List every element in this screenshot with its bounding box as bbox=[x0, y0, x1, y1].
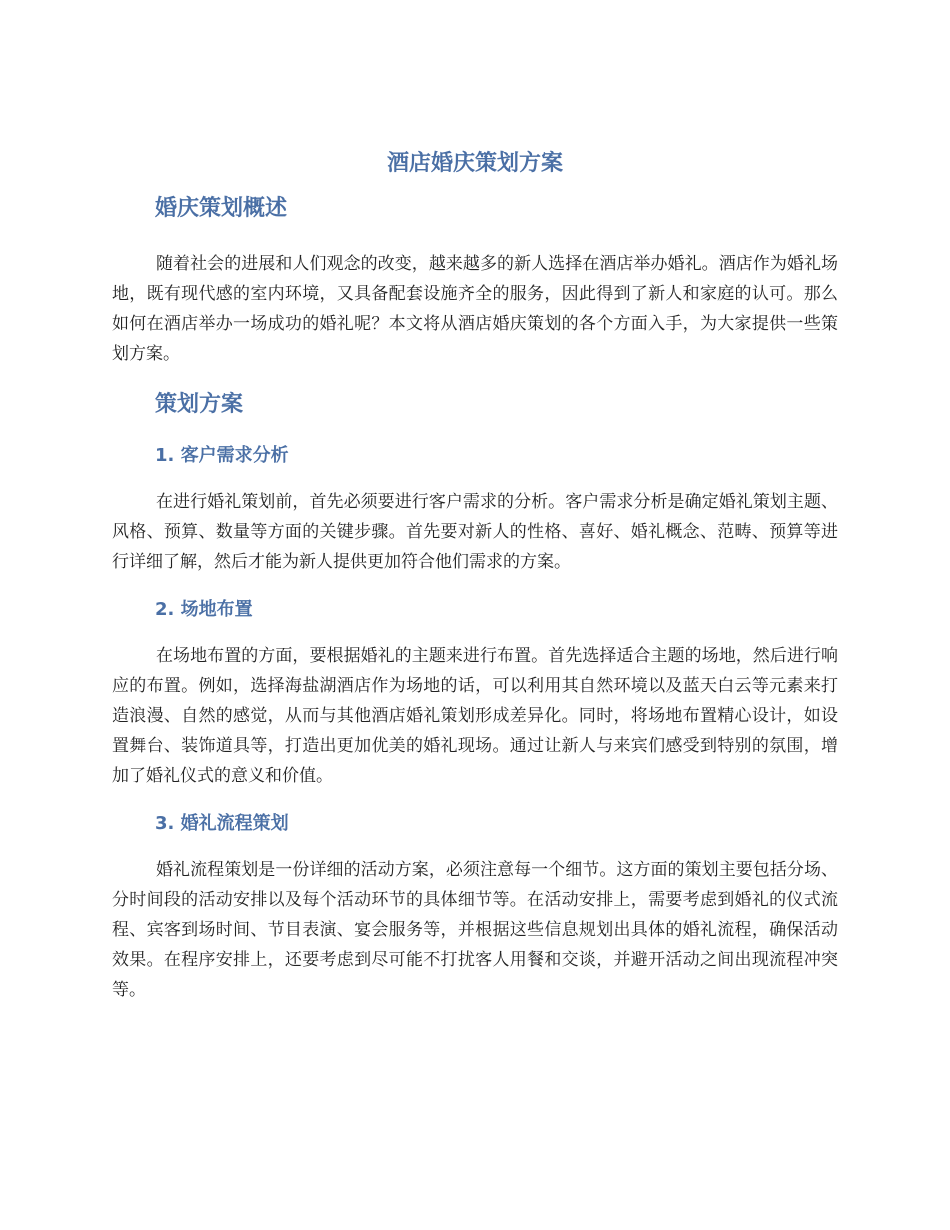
paragraph-venue-layout: 在场地布置的方面，要根据婚礼的主题来进行布置。首先选择适合主题的场地，然后进行响应的布置。例如，选择海盐湖酒店作为场地的话，可以利用其自然环境以及蓝天白云等元素来打造浪漫、自然的感觉，从而与其他酒店婚礼策划形成差异化。同时，将场地布置精心设计，如设置舞台、装饰道具等，打造出更加优美的婚礼现场。通过让新人与来宾们感受到特别的氛围，增加了婚礼仪式的意义和价值。 bbox=[112, 646, 838, 786]
subsection-heading-wedding-flow: 3. 婚礼流程策划 bbox=[155, 813, 289, 834]
paragraph-wedding-flow: 婚礼流程策划是一份详细的活动方案，必须注意每一个细节。这方面的策划主要包括分场、分时间段的活动安排以及每个活动环节的具体细节等。在活动安排上，需要考虑到婚礼的仪式流程、宾客到场时间、节目表演、宴会服务等，并根据这些信息规划出具体的婚礼流程，确保活动效果。在程序安排上，还要考虑到尽可能不打扰客人用餐和交谈，并避开活动之间出现流程冲突等。 bbox=[112, 860, 838, 1000]
paragraph-client-needs: 在进行婚礼策划前，首先必须要进行客户需求的分析。客户需求分析是确定婚礼策划主题、风格、预算、数量等方面的关键步骤。首先要对新人的性格、喜好、婚礼概念、范畴、预算等进行详细了解，然后才能为新人提供更加符合他们需求的方案。 bbox=[112, 492, 838, 572]
subsection-heading-venue-layout: 2. 场地布置 bbox=[155, 599, 253, 620]
subsection-heading-client-needs: 1. 客户需求分析 bbox=[155, 445, 289, 466]
section-heading-plan: 策划方案 bbox=[155, 392, 244, 417]
section-heading-overview: 婚庆策划概述 bbox=[155, 196, 288, 221]
document-body bbox=[112, 143, 838, 1005]
document-title: 酒店婚庆策划方案 bbox=[386, 151, 563, 176]
paragraph-overview: 随着社会的进展和人们观念的改变，越来越多的新人选择在酒店举办婚礼。酒店作为婚礼场地，既有现代感的室内环境，又具备配套设施齐全的服务，因此得到了新人和家庭的认可。那么如何在酒店举办一场成功的婚礼呢？本文将从酒店婚庆策划的各个方面入手，为大家提供一些策划方案。 bbox=[112, 254, 838, 364]
